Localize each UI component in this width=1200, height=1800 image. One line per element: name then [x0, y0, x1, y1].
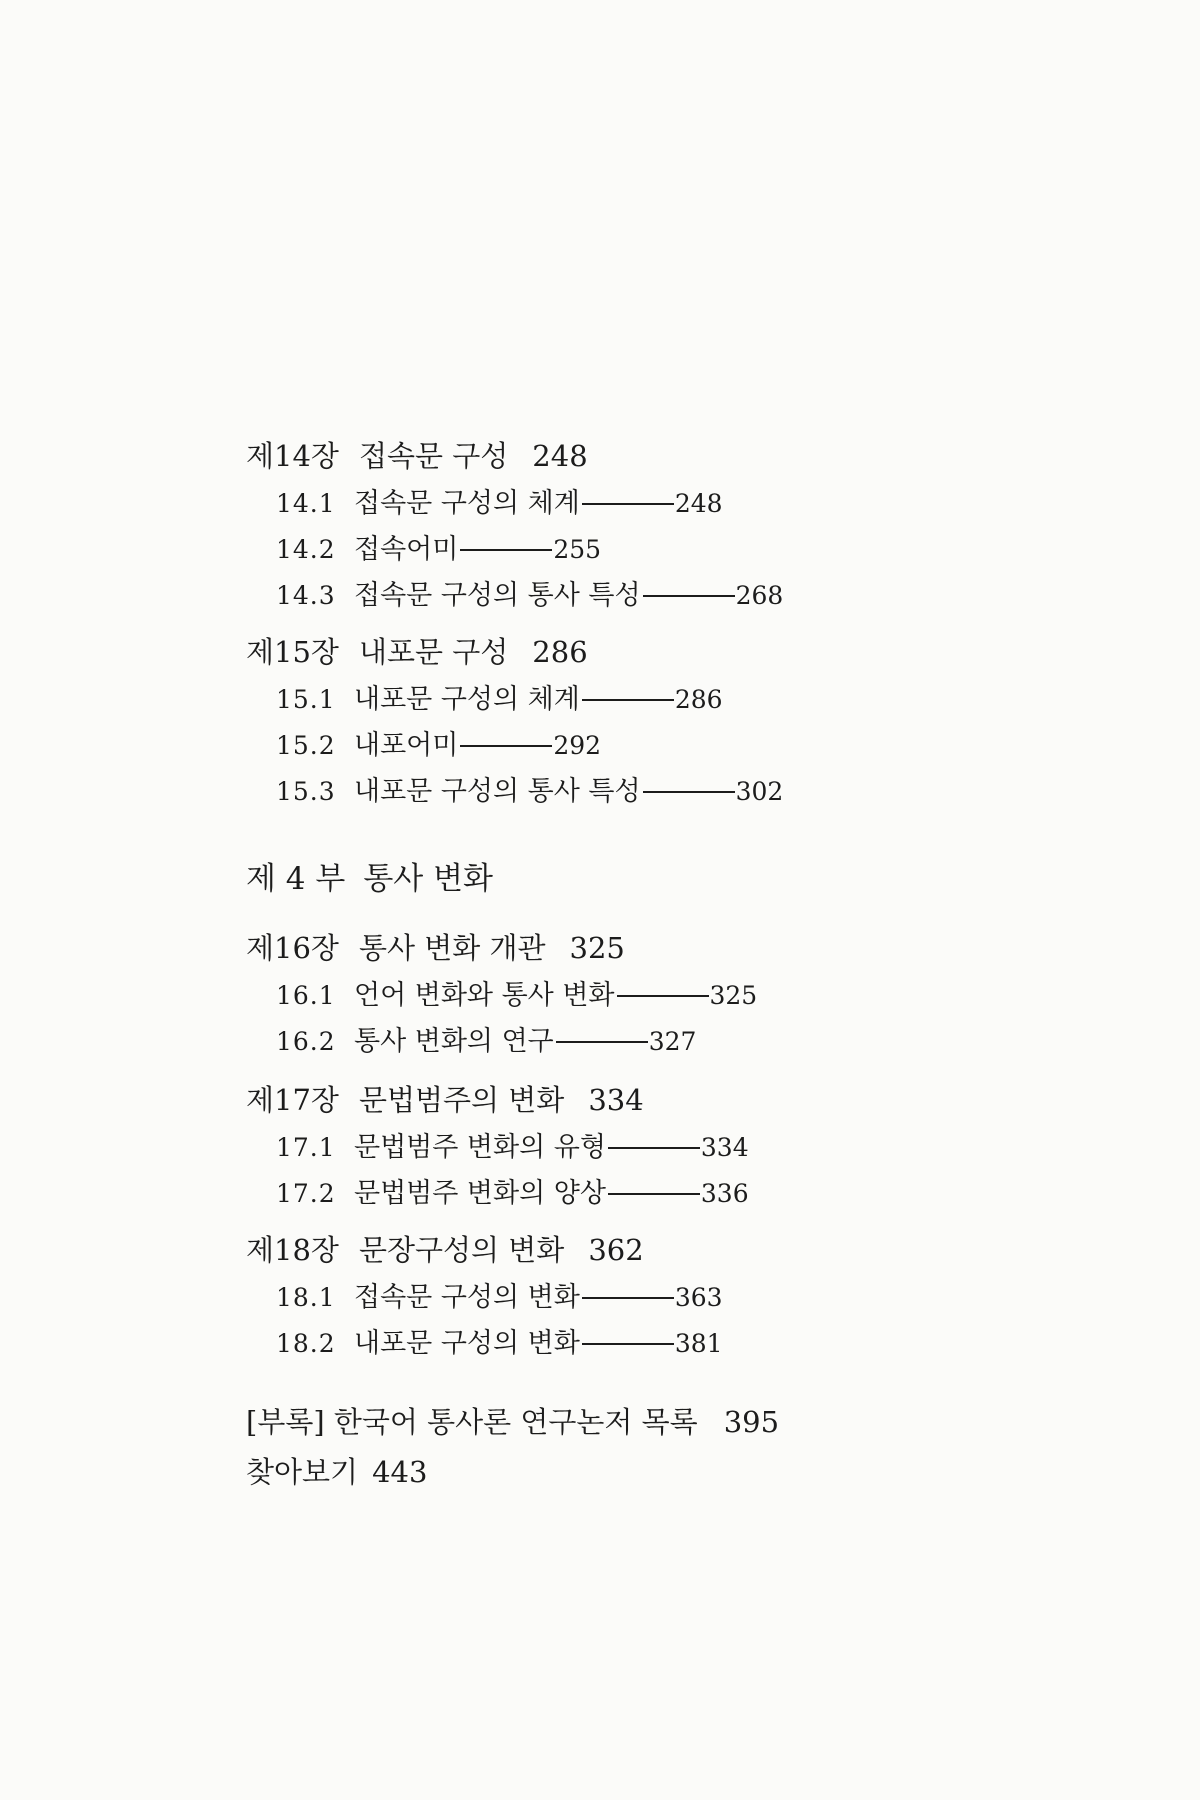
section-page: 302: [735, 777, 784, 806]
section-title: 접속문 구성의 체계: [354, 488, 580, 519]
section-number: 15.3: [276, 777, 336, 806]
chapter-page: 334: [588, 1083, 644, 1117]
section-number: 14.2: [276, 535, 336, 564]
toc-section-17-2: [276, 1180, 749, 1207]
section-title: 접속어미: [354, 534, 459, 565]
toc-appendix: [246, 1405, 780, 1439]
leader-dash: [608, 1193, 700, 1195]
section-title: 접속문 구성의 통사 특성: [354, 580, 641, 611]
section-number: 14.3: [276, 581, 336, 610]
section-page: 286: [674, 685, 723, 714]
chapter-number: 제15장: [246, 635, 339, 669]
leader-dash: [460, 745, 552, 747]
section-title: 접속문 구성의 변화: [354, 1282, 580, 1313]
chapter-number: 제17장: [246, 1083, 339, 1117]
toc-section-16-2: [276, 1028, 696, 1055]
toc-section-15-3: [276, 778, 783, 805]
section-page: 268: [735, 581, 784, 610]
part-number: 제 4 부: [246, 861, 346, 897]
appendix-page: 395: [723, 1405, 780, 1439]
chapter-number: 제14장: [246, 439, 339, 473]
chapter-page: 362: [588, 1233, 644, 1267]
toc-part-4: [246, 861, 493, 897]
section-page: 363: [674, 1283, 723, 1312]
section-page: 336: [700, 1179, 749, 1208]
chapter-page: 286: [532, 635, 588, 669]
leader-dash: [582, 503, 674, 505]
chapter-page: 325: [569, 931, 625, 965]
chapter-number: 제18장: [246, 1233, 339, 1267]
section-number: 16.1: [276, 981, 336, 1010]
chapter-title: 문장구성의 변화: [359, 1233, 565, 1267]
section-number: 16.2: [276, 1027, 336, 1056]
section-title: 언어 변화와 통사 변화: [354, 980, 615, 1011]
toc-section-18-2: [276, 1330, 723, 1357]
leader-dash: [582, 699, 674, 701]
toc-section-14-2: [276, 536, 601, 563]
section-number: 18.1: [276, 1283, 336, 1312]
index-title: 찾아보기: [246, 1455, 359, 1489]
toc-chapter-15: [246, 635, 588, 669]
chapter-title: 통사 변화 개관: [359, 931, 546, 965]
toc-chapter-17: [246, 1083, 644, 1117]
leader-dash: [643, 595, 735, 597]
chapter-title: 접속문 구성: [359, 439, 509, 473]
section-page: 381: [674, 1329, 723, 1358]
toc-section-15-2: [276, 732, 601, 759]
toc-section-17-1: [276, 1134, 749, 1161]
section-page: 292: [553, 731, 602, 760]
toc-index: [246, 1455, 428, 1489]
section-title: 내포문 구성의 변화: [354, 1328, 580, 1359]
section-title: 내포문 구성의 체계: [354, 684, 580, 715]
toc-section-14-1: [276, 490, 723, 517]
section-title: 내포어미: [354, 730, 459, 761]
section-page: 248: [674, 489, 723, 518]
section-title: 내포문 구성의 통사 특성: [354, 776, 641, 807]
chapter-page: 248: [532, 439, 588, 473]
part-title: 통사 변화: [363, 861, 493, 897]
appendix-title: [부록] 한국어 통사론 연구논저 목록: [246, 1405, 698, 1439]
leader-dash: [617, 995, 709, 997]
chapter-number: 제16장: [246, 931, 339, 965]
chapter-title: 문법범주의 변화: [359, 1083, 565, 1117]
section-number: 14.1: [276, 489, 336, 518]
leader-dash: [556, 1041, 648, 1043]
section-page: 325: [709, 981, 758, 1010]
section-number: 15.2: [276, 731, 336, 760]
leader-dash: [643, 791, 735, 793]
toc-section-16-1: [276, 982, 757, 1009]
toc-chapter-14: [246, 439, 588, 473]
section-number: 18.2: [276, 1329, 336, 1358]
toc-section-18-1: [276, 1284, 723, 1311]
section-number: 17.1: [276, 1133, 336, 1162]
section-title: 통사 변화의 연구: [354, 1026, 554, 1057]
section-page: 327: [648, 1027, 697, 1056]
leader-dash: [608, 1147, 700, 1149]
leader-dash: [460, 549, 552, 551]
toc-section-15-1: [276, 686, 723, 713]
toc-section-14-3: [276, 582, 783, 609]
index-page: 443: [372, 1455, 428, 1489]
leader-dash: [582, 1297, 674, 1299]
leader-dash: [582, 1343, 674, 1345]
section-page: 334: [700, 1133, 749, 1162]
chapter-title: 내포문 구성: [359, 635, 509, 669]
section-title: 문법범주 변화의 유형: [354, 1132, 606, 1163]
section-title: 문법범주 변화의 양상: [354, 1178, 606, 1209]
section-page: 255: [553, 535, 602, 564]
section-number: 15.1: [276, 685, 336, 714]
section-number: 17.2: [276, 1179, 336, 1208]
toc-chapter-18: [246, 1233, 644, 1267]
toc-chapter-16: [246, 931, 625, 965]
